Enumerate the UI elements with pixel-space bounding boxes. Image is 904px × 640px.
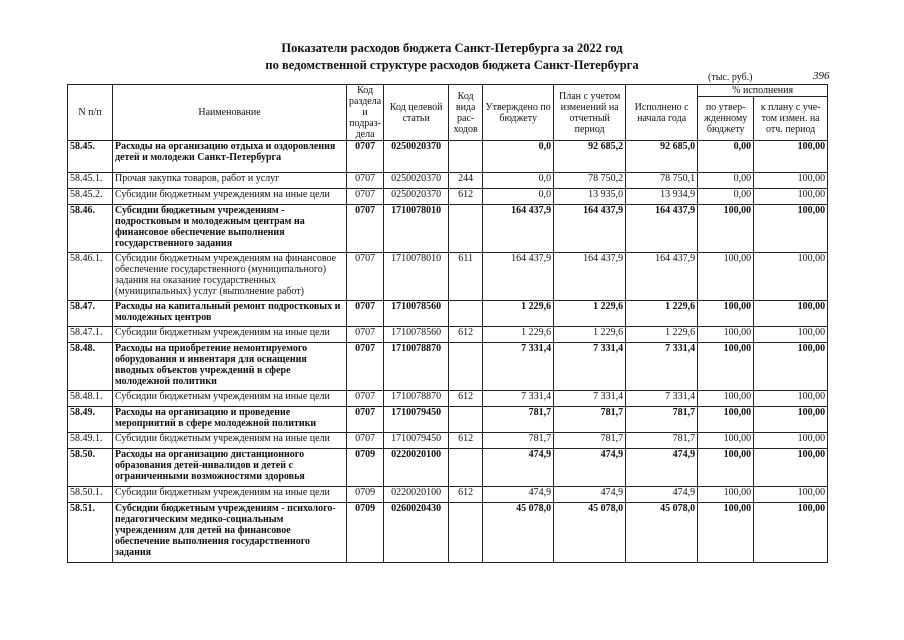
cell-vid bbox=[449, 449, 483, 487]
report-title-line2: по ведомственной структуре расходов бюджета Санкт-Петербурга bbox=[265, 58, 639, 72]
cell-n: 58.49.1. bbox=[68, 433, 113, 449]
cell-statia: 0250020370 bbox=[384, 189, 449, 205]
cell-statia: 1710078560 bbox=[384, 301, 449, 327]
cell-statia: 1710078870 bbox=[384, 343, 449, 391]
cell-statia: 0260020430 bbox=[384, 503, 449, 563]
cell-name: Субсидии бюджетным учреждениям - подростковым и молодежным центрам на финансовое обеспечение выполнения государственного задания bbox=[113, 205, 347, 253]
cell-vid: 244 bbox=[449, 173, 483, 189]
header-razdel: Код раздела и подраз-дела bbox=[347, 85, 384, 141]
header-n: N п/п bbox=[68, 85, 113, 141]
table-row bbox=[68, 503, 828, 563]
cell-isp: 164 437,9 bbox=[626, 253, 698, 301]
table-row bbox=[68, 189, 828, 205]
cell-statia: 0220020100 bbox=[384, 487, 449, 503]
cell-n: 58.47.1. bbox=[68, 327, 113, 343]
cell-pct_plan: 100,00 bbox=[754, 253, 828, 301]
cell-utv: 781,7 bbox=[483, 407, 554, 433]
report-title-line1: Показатели расходов бюджета Санкт-Петербурга за 2022 год bbox=[281, 41, 623, 55]
cell-plan: 1 229,6 bbox=[554, 327, 626, 343]
cell-pct_plan: 100,00 bbox=[754, 205, 828, 253]
cell-vid: 611 bbox=[449, 253, 483, 301]
cell-name: Субсидии бюджетным учреждениям на иные цели bbox=[113, 487, 347, 503]
cell-utv: 474,9 bbox=[483, 487, 554, 503]
cell-pct_utv: 100,00 bbox=[698, 205, 754, 253]
cell-pct_plan: 100,00 bbox=[754, 391, 828, 407]
table-row bbox=[68, 327, 828, 343]
cell-isp: 1 229,6 bbox=[626, 301, 698, 327]
cell-pct_utv: 100,00 bbox=[698, 391, 754, 407]
cell-plan: 45 078,0 bbox=[554, 503, 626, 563]
cell-statia: 1710079450 bbox=[384, 407, 449, 433]
cell-utv: 1 229,6 bbox=[483, 327, 554, 343]
cell-name: Субсидии бюджетным учреждениям на финансовое обеспечение государственного (муниципального) задания на оказание государственных (муниципальных) услуг (выполнение работ) bbox=[113, 253, 347, 301]
cell-plan: 164 437,9 bbox=[554, 253, 626, 301]
cell-name: Субсидии бюджетным учреждениям - психолого-педагогическим медико-социальным учреждениям для детей на финансовое обеспечение выполнения государственного задания bbox=[113, 503, 347, 563]
cell-pct_plan: 100,00 bbox=[754, 173, 828, 189]
cell-vid: 612 bbox=[449, 391, 483, 407]
cell-n: 58.50.1. bbox=[68, 487, 113, 503]
cell-vid bbox=[449, 301, 483, 327]
cell-statia: 1710078560 bbox=[384, 327, 449, 343]
cell-isp: 474,9 bbox=[626, 449, 698, 487]
header-vid: Код вида рас-ходов bbox=[449, 85, 483, 141]
cell-vid bbox=[449, 141, 483, 173]
cell-n: 58.45.2. bbox=[68, 189, 113, 205]
cell-statia: 1710078870 bbox=[384, 391, 449, 407]
table-body bbox=[68, 141, 828, 563]
cell-razdel: 0709 bbox=[347, 503, 384, 563]
header-pct: % исполнения bbox=[698, 85, 828, 97]
table-row bbox=[68, 343, 828, 391]
cell-utv: 1 229,6 bbox=[483, 301, 554, 327]
cell-razdel: 0707 bbox=[347, 189, 384, 205]
cell-pct_plan: 100,00 bbox=[754, 301, 828, 327]
cell-razdel: 0707 bbox=[347, 343, 384, 391]
cell-isp: 1 229,6 bbox=[626, 327, 698, 343]
cell-statia: 1710078010 bbox=[384, 253, 449, 301]
cell-vid: 612 bbox=[449, 433, 483, 449]
header-pct-utv: по утвер-жденному бюджету bbox=[698, 97, 754, 141]
cell-n: 58.48. bbox=[68, 343, 113, 391]
cell-razdel: 0707 bbox=[347, 141, 384, 173]
cell-n: 58.46.1. bbox=[68, 253, 113, 301]
cell-pct_plan: 100,00 bbox=[754, 487, 828, 503]
cell-statia: 0220020100 bbox=[384, 449, 449, 487]
table-row bbox=[68, 449, 828, 487]
cell-utv: 7 331,4 bbox=[483, 343, 554, 391]
cell-isp: 474,9 bbox=[626, 487, 698, 503]
header-isp: Исполнено с начала года bbox=[626, 85, 698, 141]
cell-plan: 781,7 bbox=[554, 407, 626, 433]
cell-razdel: 0707 bbox=[347, 391, 384, 407]
cell-pct_plan: 100,00 bbox=[754, 343, 828, 391]
table-row bbox=[68, 141, 828, 173]
cell-vid: 612 bbox=[449, 327, 483, 343]
table-row bbox=[68, 253, 828, 301]
cell-pct_utv: 0,00 bbox=[698, 173, 754, 189]
cell-razdel: 0707 bbox=[347, 301, 384, 327]
cell-razdel: 0709 bbox=[347, 449, 384, 487]
cell-pct_utv: 100,00 bbox=[698, 301, 754, 327]
cell-plan: 781,7 bbox=[554, 433, 626, 449]
cell-statia: 0250020370 bbox=[384, 141, 449, 173]
cell-utv: 0,0 bbox=[483, 189, 554, 205]
cell-utv: 0,0 bbox=[483, 173, 554, 189]
cell-utv: 164 437,9 bbox=[483, 253, 554, 301]
cell-utv: 7 331,4 bbox=[483, 391, 554, 407]
cell-pct_plan: 100,00 bbox=[754, 189, 828, 205]
cell-pct_utv: 0,00 bbox=[698, 141, 754, 173]
cell-n: 58.48.1. bbox=[68, 391, 113, 407]
cell-n: 58.45. bbox=[68, 141, 113, 173]
cell-statia: 1710078010 bbox=[384, 205, 449, 253]
cell-vid bbox=[449, 503, 483, 563]
page-number: 396 bbox=[813, 70, 830, 82]
cell-n: 58.51. bbox=[68, 503, 113, 563]
budget-table bbox=[67, 84, 828, 563]
cell-pct_plan: 100,00 bbox=[754, 449, 828, 487]
cell-isp: 45 078,0 bbox=[626, 503, 698, 563]
cell-n: 58.45.1. bbox=[68, 173, 113, 189]
cell-pct_utv: 100,00 bbox=[698, 407, 754, 433]
cell-vid bbox=[449, 343, 483, 391]
header-pct-plan: к плану с уче-том измен. на отч. период bbox=[754, 97, 828, 141]
header-plan: План с учетом изменений на отчетный период bbox=[554, 85, 626, 141]
cell-n: 58.46. bbox=[68, 205, 113, 253]
cell-pct_plan: 100,00 bbox=[754, 141, 828, 173]
cell-isp: 164 437,9 bbox=[626, 205, 698, 253]
cell-plan: 164 437,9 bbox=[554, 205, 626, 253]
cell-pct_utv: 100,00 bbox=[698, 327, 754, 343]
table-row bbox=[68, 433, 828, 449]
cell-plan: 1 229,6 bbox=[554, 301, 626, 327]
cell-statia: 0250020370 bbox=[384, 173, 449, 189]
cell-razdel: 0707 bbox=[347, 173, 384, 189]
cell-name: Субсидии бюджетным учреждениям на иные цели bbox=[113, 327, 347, 343]
cell-vid: 612 bbox=[449, 189, 483, 205]
table-row bbox=[68, 301, 828, 327]
cell-name: Субсидии бюджетным учреждениям на иные цели bbox=[113, 391, 347, 407]
cell-pct_utv: 100,00 bbox=[698, 487, 754, 503]
table-row bbox=[68, 391, 828, 407]
cell-name: Субсидии бюджетным учреждениям на иные цели bbox=[113, 189, 347, 205]
cell-isp: 781,7 bbox=[626, 433, 698, 449]
cell-plan: 78 750,2 bbox=[554, 173, 626, 189]
cell-name: Расходы на организацию дистанционного образования детей-инвалидов и детей с ограниченными возможностями здоровья bbox=[113, 449, 347, 487]
cell-name: Прочая закупка товаров, работ и услуг bbox=[113, 173, 347, 189]
cell-utv: 781,7 bbox=[483, 433, 554, 449]
cell-isp: 13 934,9 bbox=[626, 189, 698, 205]
cell-statia: 1710079450 bbox=[384, 433, 449, 449]
header-name: Наименование bbox=[113, 85, 347, 141]
cell-pct_utv: 100,00 bbox=[698, 449, 754, 487]
cell-isp: 78 750,1 bbox=[626, 173, 698, 189]
cell-pct_utv: 100,00 bbox=[698, 253, 754, 301]
cell-isp: 7 331,4 bbox=[626, 391, 698, 407]
header-statia: Код целевой статьи bbox=[384, 85, 449, 141]
cell-plan: 92 685,2 bbox=[554, 141, 626, 173]
cell-pct_plan: 100,00 bbox=[754, 327, 828, 343]
cell-n: 58.49. bbox=[68, 407, 113, 433]
cell-name: Субсидии бюджетным учреждениям на иные цели bbox=[113, 433, 347, 449]
cell-n: 58.47. bbox=[68, 301, 113, 327]
cell-isp: 781,7 bbox=[626, 407, 698, 433]
cell-plan: 13 935,0 bbox=[554, 189, 626, 205]
cell-plan: 7 331,4 bbox=[554, 343, 626, 391]
unit-label: (тыс. руб.) bbox=[708, 72, 753, 83]
cell-razdel: 0707 bbox=[347, 253, 384, 301]
cell-razdel: 0709 bbox=[347, 487, 384, 503]
cell-name: Расходы на капитальный ремонт подростковых и молодежных центров bbox=[113, 301, 347, 327]
cell-name: Расходы на организацию отдыха и оздоровления детей и молодежи Санкт-Петербурга bbox=[113, 141, 347, 173]
cell-utv: 45 078,0 bbox=[483, 503, 554, 563]
cell-pct_plan: 100,00 bbox=[754, 503, 828, 563]
cell-utv: 164 437,9 bbox=[483, 205, 554, 253]
cell-razdel: 0707 bbox=[347, 205, 384, 253]
cell-vid: 612 bbox=[449, 487, 483, 503]
cell-name: Расходы на организацию и проведение мероприятий в сфере молодежной политики bbox=[113, 407, 347, 433]
cell-pct_utv: 100,00 bbox=[698, 343, 754, 391]
header-utv: Утверждено по бюджету bbox=[483, 85, 554, 141]
table-row bbox=[68, 205, 828, 253]
cell-name: Расходы на приобретение немонтируемого оборудования и инвентаря для оснащения вводных объектов учреждений в сфере молодежной политики bbox=[113, 343, 347, 391]
cell-pct_plan: 100,00 bbox=[754, 407, 828, 433]
cell-plan: 474,9 bbox=[554, 487, 626, 503]
cell-isp: 7 331,4 bbox=[626, 343, 698, 391]
cell-n: 58.50. bbox=[68, 449, 113, 487]
table-row bbox=[68, 173, 828, 189]
cell-pct_plan: 100,00 bbox=[754, 433, 828, 449]
cell-plan: 7 331,4 bbox=[554, 391, 626, 407]
cell-razdel: 0707 bbox=[347, 407, 384, 433]
cell-pct_utv: 0,00 bbox=[698, 189, 754, 205]
cell-pct_utv: 100,00 bbox=[698, 433, 754, 449]
cell-isp: 92 685,0 bbox=[626, 141, 698, 173]
table-row bbox=[68, 407, 828, 433]
cell-pct_utv: 100,00 bbox=[698, 503, 754, 563]
cell-vid bbox=[449, 205, 483, 253]
cell-utv: 0,0 bbox=[483, 141, 554, 173]
cell-utv: 474,9 bbox=[483, 449, 554, 487]
table-row bbox=[68, 487, 828, 503]
cell-vid bbox=[449, 407, 483, 433]
cell-razdel: 0707 bbox=[347, 433, 384, 449]
cell-razdel: 0707 bbox=[347, 327, 384, 343]
cell-plan: 474,9 bbox=[554, 449, 626, 487]
